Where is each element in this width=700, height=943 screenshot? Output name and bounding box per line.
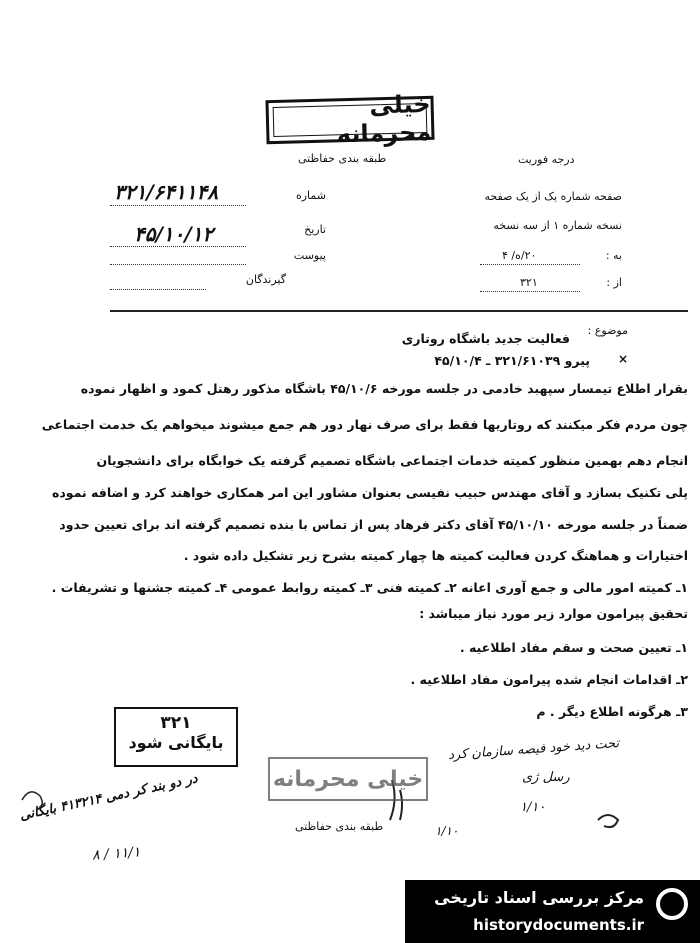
handwritten-note-left-2: ۱۱/۱ / ۸ — [91, 844, 141, 864]
committees-line: ۱ـ کمیته امور مالی و جمع آوری اعانه ۲ـ کمیته فنی ۳ـ کمیته روابط عمومی ۴ـ کمیته جشنها و تشریفات . — [51, 580, 688, 595]
classification-label: طبقه بندی حفاظتی — [298, 152, 387, 165]
handwritten-note-left: در دو بند کر دمی ۴۱۳۲۱۴ بایگانی — [18, 771, 199, 824]
body-line: ضمناً در جلسه مورخه ۴۵/۱۰/۱۰ آقای دکتر فرهاد پس از تماس با بنده تصمیم گرفته اند برای تعیین حدود — [59, 517, 688, 532]
body-line: چون مردم فکر میکنند که روتاریها فقط برای صرف نهار دور هم جمع میشوند میخواهم یک خدمت اجتماعی — [41, 417, 688, 432]
handwritten-note-right: تحت دید خود فیصه سازمان کرد — [447, 736, 620, 763]
classification-label-bottom: طبقه بندی حفاظتی — [295, 820, 384, 833]
body-line: انجام دهم بهمین منظور کمیته خدمات اجتماعی باشگاه تصمیم گرفته یک خوابگاه برای دانشجویان — [96, 453, 688, 468]
bottom-secret-stamp: خیلی محرمانه — [268, 757, 428, 801]
inquiry-item-2: ۲ـ اقدامات انجام شده پیرامون مفاد اطلاعیه . — [410, 672, 688, 687]
priority-label: درجه فوریت — [518, 153, 575, 166]
top-secret-stamp: خیلی محرمانه — [265, 96, 434, 144]
handwritten-small-mark: ۱/۱۰ — [435, 824, 459, 838]
inquiry-item-3: ۳ـ هرگونه اطلاع دیگر . م — [536, 704, 688, 719]
logo-title: مرکز بررسی اسناد تاریخی — [434, 888, 644, 907]
squiggle-mark — [598, 815, 618, 827]
left-scribble — [22, 792, 42, 810]
body-line: پلی تکنیک بسازد و آقای مهندس حبیب نفیسی بعنوان مشاور این امر همکاری خواهند کرد و اضافه نموده — [52, 485, 688, 500]
subject-label: موضوع : — [587, 324, 628, 337]
from-label: از : — [606, 276, 622, 289]
handwritten-mark: ۱/۱۰ — [520, 800, 546, 815]
inquiry-heading: تحقیق پیرامون موارد زیر مورد نیاز میباشد : — [419, 606, 688, 621]
x-mark: × — [618, 352, 629, 366]
reference-line: پیرو ۳۲۱/۶۱۰۳۹ ـ ۴۵/۱۰/۴ — [434, 353, 590, 368]
from-value: ۳۲۱ — [520, 276, 538, 289]
date-value: ۴۵/۱۰/۱۲ — [134, 222, 214, 246]
recipients-label: گیرندگان — [245, 273, 286, 286]
copy-number-line: نسخه شماره ۱ از سه نسخه — [493, 219, 622, 232]
logo-url: historydocuments.ir — [473, 916, 644, 934]
to-value: ۲۰/ه/ ۴ — [502, 249, 537, 262]
number-value: ۳۲۱/۶۴۱۱۴۸ — [114, 180, 218, 204]
body-line: اختیارات و هماهنگ کردن فعالیت کمیته ها چهار کمیته بشرح زیر تشکیل داده شود . — [183, 548, 688, 563]
logo-circle-icon — [656, 888, 688, 920]
to-label: به : — [605, 249, 622, 262]
attachment-label: پیوست — [293, 249, 326, 262]
archive-logo — [405, 880, 700, 943]
date-label: تاریخ — [304, 223, 326, 236]
handwritten-note-right-2: رسل ژی — [522, 770, 570, 785]
body-line: بقرار اطلاع تیمسار سپهبد خادمی در جلسه مورخه ۴۵/۱۰/۶ باشگاه مذکور رهتل کمود و اظهار نموده — [80, 381, 688, 396]
archive-box-text: بایگانی شود — [128, 733, 224, 752]
subject-value: فعالیت جدید باشگاه روتاری — [401, 331, 570, 346]
archive-box-number: ۳۲۱ — [160, 713, 192, 733]
page-number-line: صفحه شماره یک از یک صفحه — [484, 190, 622, 203]
inquiry-item-1: ۱ـ تعیین صحت و سقم مفاد اطلاعیه . — [459, 640, 688, 655]
number-label: شماره — [295, 189, 326, 202]
